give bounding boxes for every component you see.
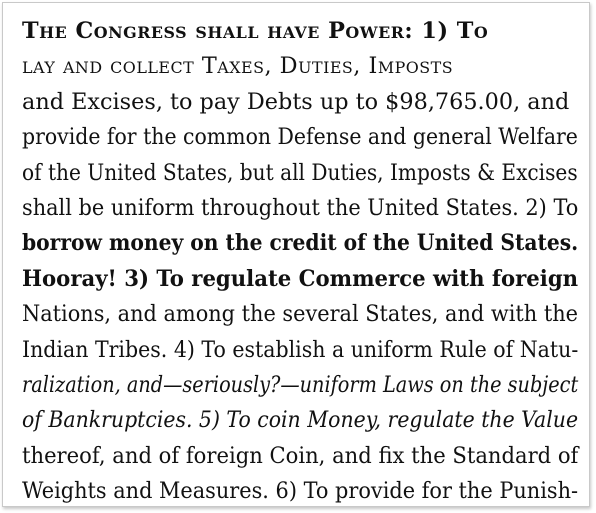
text-segment: shall be uniform throughout the United States. 2) To <box>22 194 579 221</box>
text-line <box>22 156 578 191</box>
text-segment: of the United States, but all Duties, Imposts & Excises <box>22 159 578 186</box>
text-segment: borrow money on the credit of the United States. <box>22 230 579 257</box>
paragraph-text <box>22 14 582 509</box>
text-line <box>22 120 578 155</box>
text-segment: ralization, and—seriously?—uniform Laws on the subject <box>22 371 579 398</box>
text-line <box>22 474 579 509</box>
text-line <box>22 333 579 368</box>
text-line <box>22 14 578 49</box>
text-line <box>22 191 579 226</box>
text-segment: thereof, and of foreign Coin, and fix the Standard of <box>22 442 579 469</box>
text-segment: Nations, and among the several States, and with the <box>22 301 578 328</box>
text-line <box>22 49 578 84</box>
text-line <box>22 297 578 332</box>
text-line <box>22 85 578 120</box>
text-segment: Hooray! 3) To regulate Commerce with foreign <box>22 265 579 292</box>
text-line <box>22 403 579 438</box>
text-segment: lay and collect Taxes, Duties, Imposts <box>22 53 454 80</box>
text-line <box>22 368 579 403</box>
text-sample-frame <box>2 2 590 507</box>
text-segment: provide for the common Defense and general Welfare <box>22 124 578 151</box>
text-line <box>22 439 579 474</box>
text-segment: The Congress shall have Power: 1) To <box>22 18 489 44</box>
text-segment: and Excises, to pay Debts up to $98,765.00, and <box>22 88 570 115</box>
text-segment: Indian Tribes. 4) To establish a uniform Rule of Natu- <box>22 336 579 363</box>
text-segment: Weights and Measures. 6) To provide for the Punish- <box>22 478 579 505</box>
text-line <box>22 262 579 297</box>
text-segment: of Bankruptcies. 5) To coin Money, regulate the Value <box>22 407 579 434</box>
text-line <box>22 226 579 261</box>
